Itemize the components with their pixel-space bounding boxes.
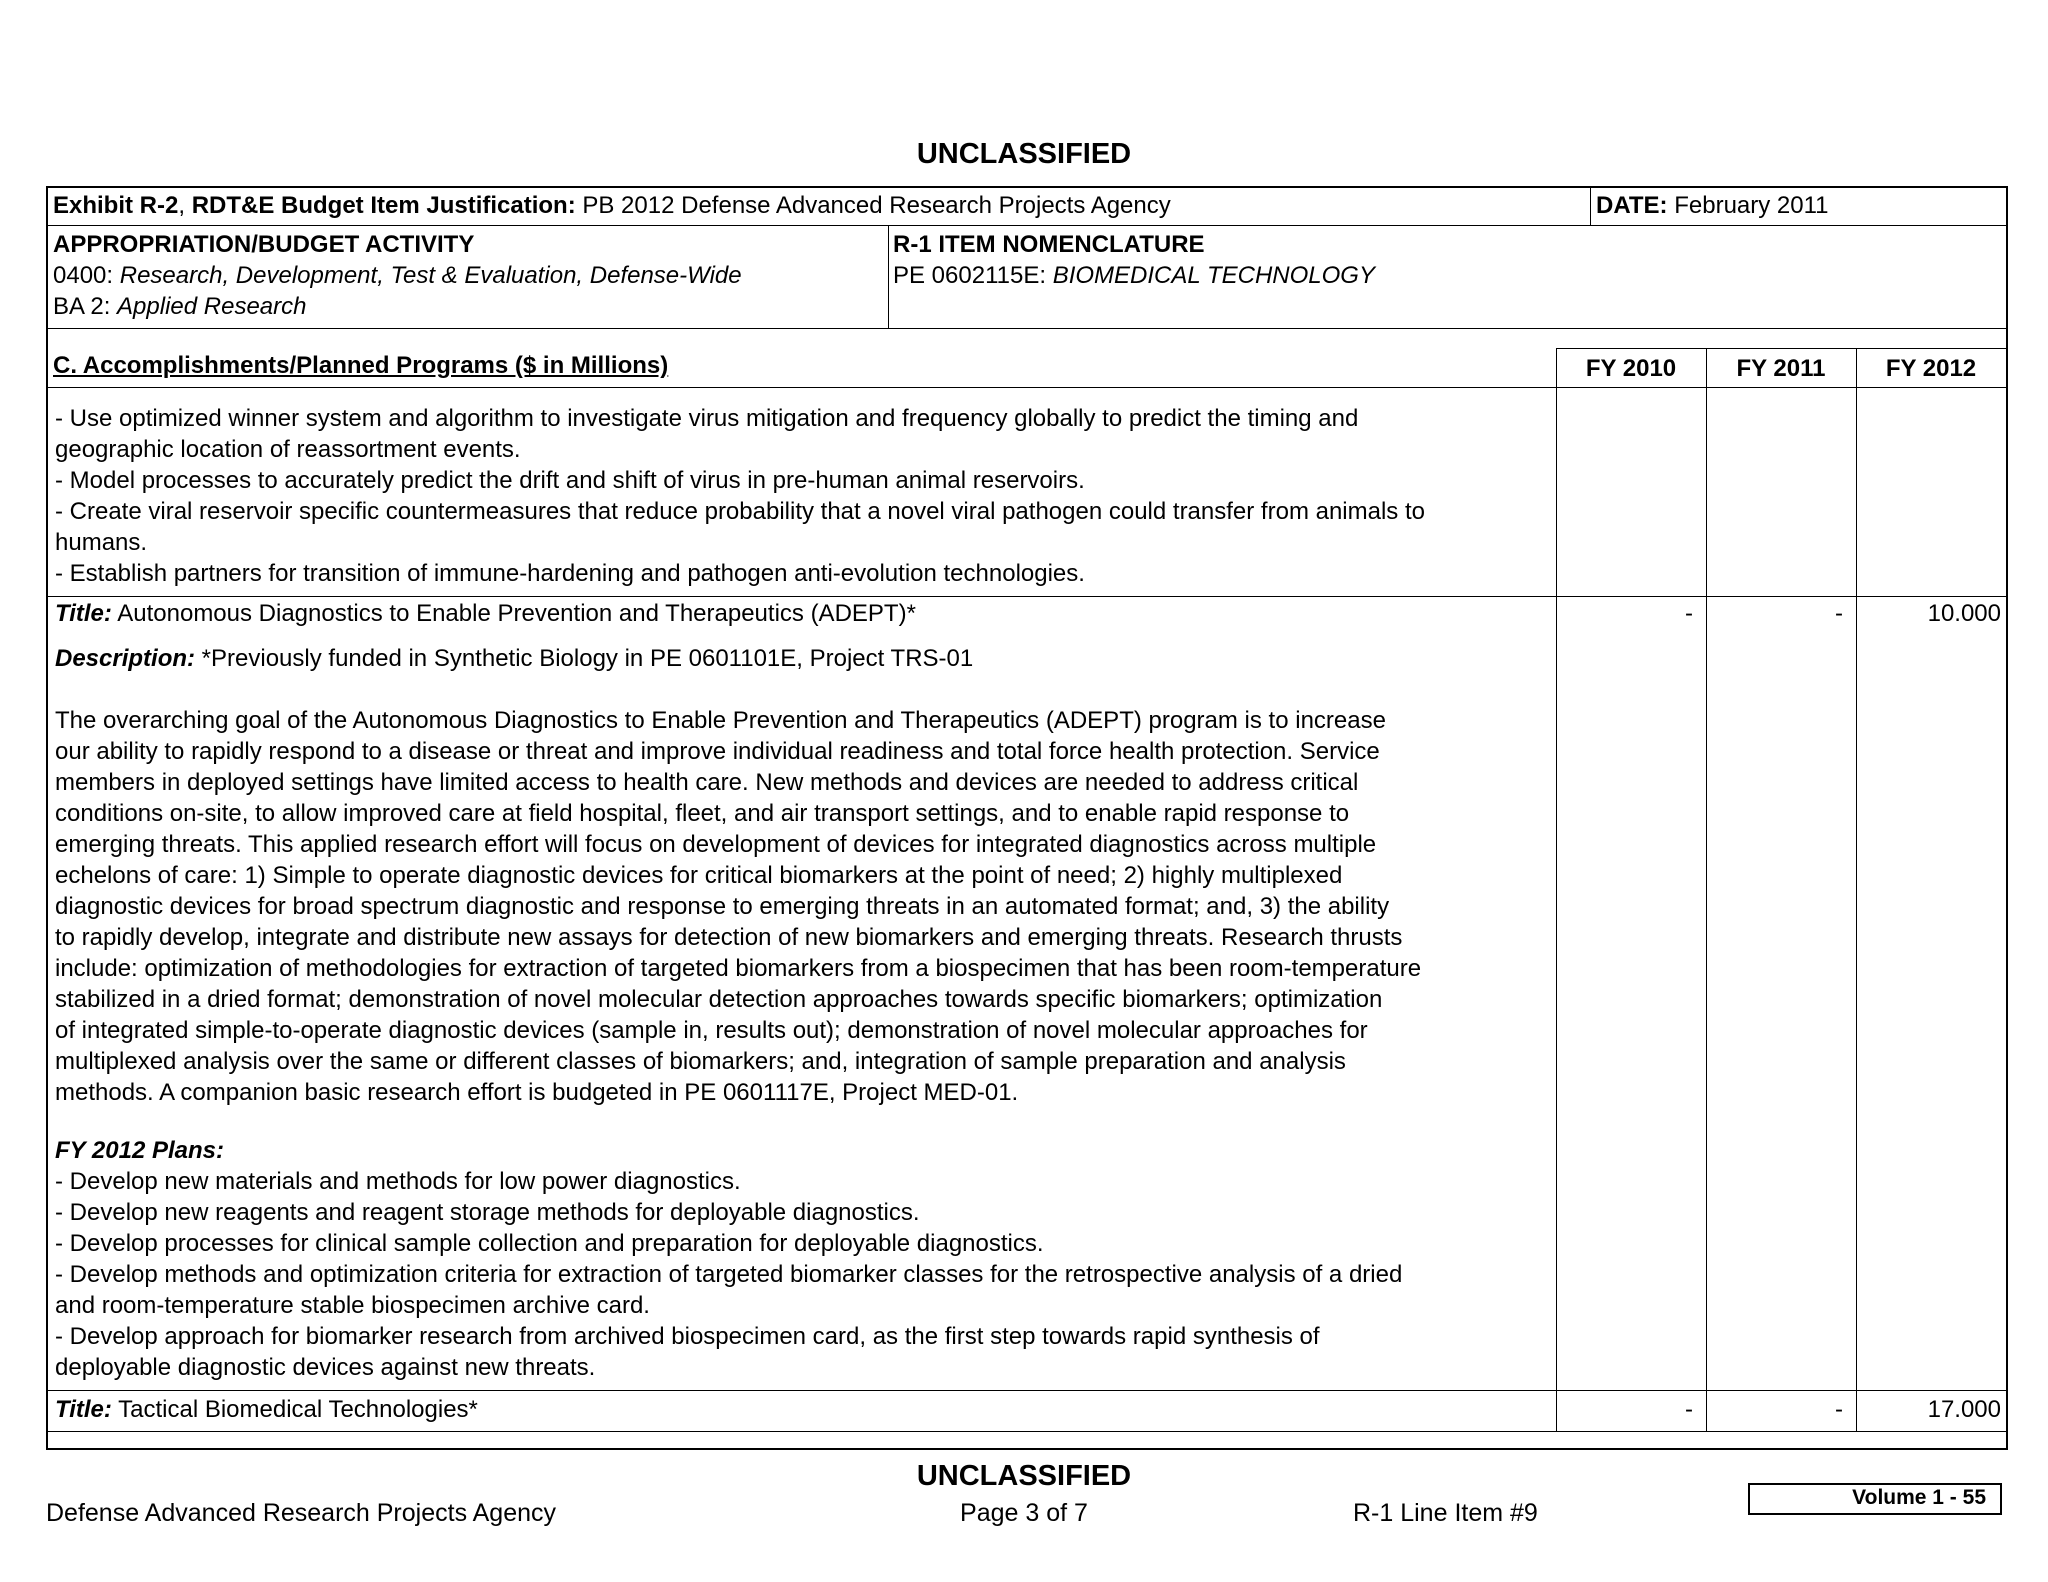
justification-label: RDT&E Budget Item Justification: — [191, 192, 576, 219]
classification-top: UNCLASSIFIED — [916, 138, 1132, 170]
description-line: diagnostic devices for broad spectrum diagnostic and response to emerging threats in an automated format; and, 3) the ability — [55, 893, 1390, 920]
program1-fy2012: 10.000 — [1927, 600, 2001, 627]
program1-description-paragraph — [55, 705, 1421, 1108]
program2-fy2012: 17.000 — [1927, 1396, 2001, 1423]
exhibit-comma: , — [178, 192, 192, 219]
plans-line: and room-temperature stable biospecimen archive card. — [55, 1292, 650, 1319]
description-line: methods. A companion basic research effort is budgeted in PE 0601117E, Project MED-01. — [55, 1079, 1019, 1106]
description-line: emerging threats. This applied research effort will focus on development of devices for integrated diagnostics across multiple — [55, 831, 1377, 858]
date-value: February 2011 — [1674, 192, 1829, 219]
plans-line: - Develop methods and optimization criteria for extraction of targeted biomarker classes for the retrospective analysis of a dried — [55, 1261, 1403, 1288]
description-line: members in deployed settings have limited access to health care. New methods and devices are needed to address critical — [55, 769, 1359, 796]
continued-line: geographic location of reassortment events. — [55, 436, 521, 463]
program2-title-label: Title: — [55, 1396, 112, 1423]
continued-line: - Use optimized winner system and algorithm to investigate virus mitigation and frequency globally to predict the timing and — [55, 405, 1359, 432]
r1-label: R-1 ITEM NOMENCLATURE — [893, 231, 1205, 258]
plans-line: - Develop new reagents and reagent storage methods for deployable diagnostics. — [55, 1199, 920, 1226]
ba-code: BA 2: — [53, 293, 118, 320]
r1-code: PE 0602115E: — [893, 262, 1053, 289]
description-line: include: optimization of methodologies for extraction of targeted biomarkers from a biospecimen that has been room-temperature — [55, 955, 1422, 982]
footer-agency: Defense Advanced Research Projects Agency — [46, 1499, 557, 1527]
section-title: C. Accomplishments/Planned Programs ($ in Millions) — [53, 352, 669, 379]
program1-title — [55, 598, 916, 629]
continued-line: humans. — [55, 529, 148, 556]
date-label: DATE: — [1596, 192, 1668, 219]
description-line: stabilized in a dried format; demonstration of novel molecular detection approaches towards specific biomarkers; optimization — [55, 986, 1383, 1013]
footer-volume-box: Volume 1 - 55 — [1748, 1483, 2002, 1515]
description-line: echelons of care: 1) Simple to operate diagnostic devices for critical biomarkers at the point of need; 2) highly multiplexed — [55, 862, 1343, 889]
exhibit-label: Exhibit R-2 — [53, 192, 179, 219]
justification-value: PB 2012 Defense Advanced Research Projects Agency — [582, 192, 1171, 219]
description-line: of integrated simple-to-operate diagnostic devices (sample in, results out); demonstration of novel molecular approaches for — [55, 1017, 1368, 1044]
description-line: our ability to rapidly respond to a disease or threat and improve individual readiness and total force health protection. Service — [55, 738, 1380, 765]
continued-line: - Model processes to accurately predict the drift and shift of virus in pre-human animal reservoirs. — [55, 467, 1085, 494]
column-header-fy2012: FY 2012 — [1885, 355, 1977, 382]
footer-line-item: R-1 Line Item #9 — [1353, 1499, 1538, 1527]
continued-line: - Create viral reservoir specific countermeasures that reduce probability that a novel viral pathogen could transfer from animals to — [55, 498, 1425, 525]
program1-fy2010: - — [1685, 600, 1693, 627]
column-header-fy2010: FY 2010 — [1585, 355, 1677, 382]
program2-title-value: Tactical Biomedical Technologies* — [111, 1396, 478, 1423]
column-header-fy2011: FY 2011 — [1736, 355, 1826, 382]
plans-line: - Develop approach for biomarker research from archived biospecimen card, as the first step towards rapid synthesis of — [55, 1323, 1320, 1350]
continued-line: - Establish partners for transition of immune-hardening and pathogen anti-evolution technologies. — [55, 560, 1085, 587]
program2-fy2011: - — [1835, 1396, 1843, 1423]
appropriation-label: APPROPRIATION/BUDGET ACTIVITY — [53, 231, 475, 258]
program1-plans-label: FY 2012 Plans: — [55, 1137, 224, 1164]
description-line: multiplexed analysis over the same or different classes of biomarkers; and, integration of sample preparation and analysis — [55, 1048, 1346, 1075]
program1-plans-list — [55, 1166, 1402, 1383]
program1-title-value: Autonomous Diagnostics to Enable Prevention and Therapeutics (ADEPT)* — [111, 600, 916, 627]
program1-title-label: Title: — [55, 600, 112, 627]
r1-nomenclature-line — [893, 260, 1375, 291]
program1-description-label: Description: — [55, 645, 196, 672]
ba-name: Applied Research — [117, 293, 307, 320]
program1-description — [55, 643, 973, 674]
continued-text-block — [55, 403, 1425, 589]
classification-bottom: UNCLASSIFIED — [916, 1460, 1132, 1492]
plans-line: - Develop processes for clinical sample collection and preparation for deployable diagnostics. — [55, 1230, 1044, 1257]
program2-fy2010: - — [1685, 1396, 1693, 1423]
description-line: to rapidly develop, integrate and distribute new assays for detection of new biomarkers and emerging threats. Research thrusts — [55, 924, 1403, 951]
description-line: The overarching goal of the Autonomous Diagnostics to Enable Prevention and Therapeutics (ADEPT) program is to increase — [55, 707, 1386, 734]
program1-description-value: *Previously funded in Synthetic Biology in PE 0601101E, Project TRS-01 — [195, 645, 974, 672]
plans-line: deployable diagnostic devices against new threats. — [55, 1354, 596, 1381]
appropriation-line — [53, 260, 742, 291]
appropriation-code: 0400: — [53, 262, 120, 289]
appropriation-name: Research, Development, Test & Evaluation, Defense-Wide — [119, 262, 742, 289]
program1-fy2011: - — [1835, 600, 1843, 627]
plans-line: - Develop new materials and methods for low power diagnostics. — [55, 1168, 741, 1195]
footer-page-number: Page 3 of 7 — [960, 1499, 1088, 1527]
description-line: conditions on-site, to allow improved care at field hospital, fleet, and air transport settings, and to enable rapid response to — [55, 800, 1350, 827]
date-field — [1596, 190, 1829, 221]
budget-activity-line — [53, 291, 307, 322]
program2-title — [55, 1394, 478, 1425]
r1-name: BIOMEDICAL TECHNOLOGY — [1052, 262, 1375, 289]
exhibit-heading — [53, 190, 1171, 221]
